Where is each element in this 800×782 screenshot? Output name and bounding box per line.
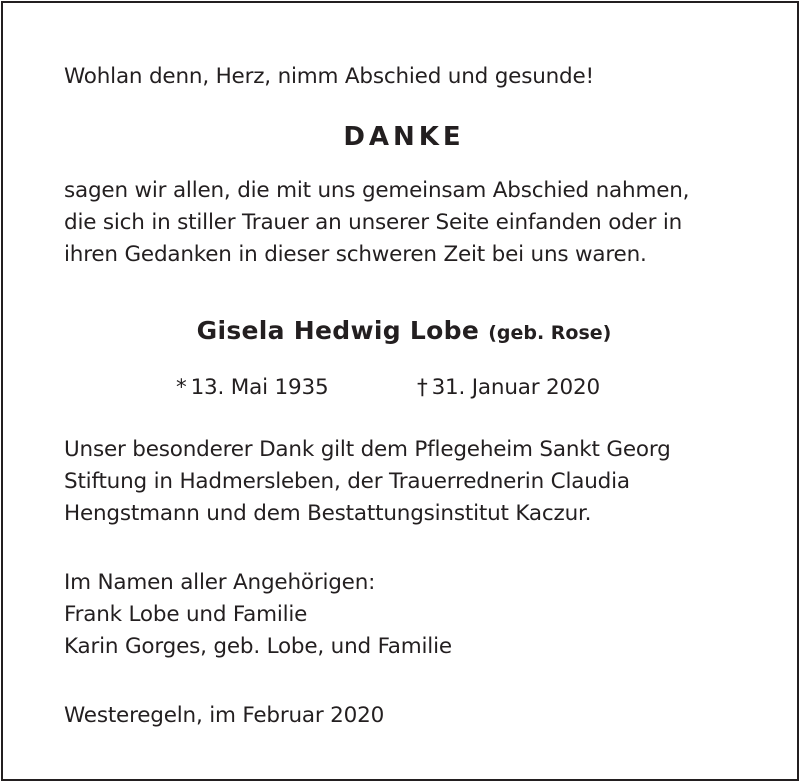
special-thanks-paragraph: [64, 434, 671, 530]
place-date: Westeregeln, im Februar 2020: [64, 703, 385, 728]
family-signature: [64, 567, 452, 663]
thanks-line: ihren Gedanken in dieser schweren Zeit bei uns waren.: [64, 242, 647, 267]
thanks-paragraph: [64, 175, 689, 271]
special-thanks-line: Unser besonderer Dank gilt dem Pflegeheim Sankt Georg: [64, 437, 671, 462]
birth-date: 13. Mai 1935: [190, 375, 329, 400]
death-cross-icon: †: [417, 375, 428, 400]
deceased-name-line: [64, 313, 744, 352]
life-dates: [64, 372, 744, 406]
deceased-name: Gisela Hedwig Lobe: [196, 316, 480, 345]
thanks-line: die sich in stiller Trauer an unserer Seite einfanden oder in: [64, 210, 683, 235]
family-line: Karin Gorges, geb. Lobe, und Familie: [64, 634, 452, 659]
opening-quote: Wohlan denn, Herz, nimm Abschied und gesunde!: [64, 64, 594, 89]
deceased-birth-name: (geb. Rose): [488, 322, 612, 344]
death-date: 31. Januar 2020: [431, 375, 600, 400]
obituary-notice: [1, 1, 799, 781]
family-line: Im Namen aller Angehörigen:: [64, 570, 376, 595]
special-thanks-line: Hengstmann und dem Bestattungsinstitut Kaczur.: [64, 501, 592, 526]
birth-star-icon: *: [176, 375, 187, 400]
special-thanks-line: Stiftung in Hadmersleben, der Trauerrednerin Claudia: [64, 469, 630, 494]
thanks-line: sagen wir allen, die mit uns gemeinsam Abschied nahmen,: [64, 178, 690, 203]
birth-date-line: [176, 372, 328, 404]
family-line: Frank Lobe und Familie: [64, 602, 308, 627]
death-date-line: [417, 372, 600, 404]
heading-danke: DANKE: [343, 122, 465, 152]
